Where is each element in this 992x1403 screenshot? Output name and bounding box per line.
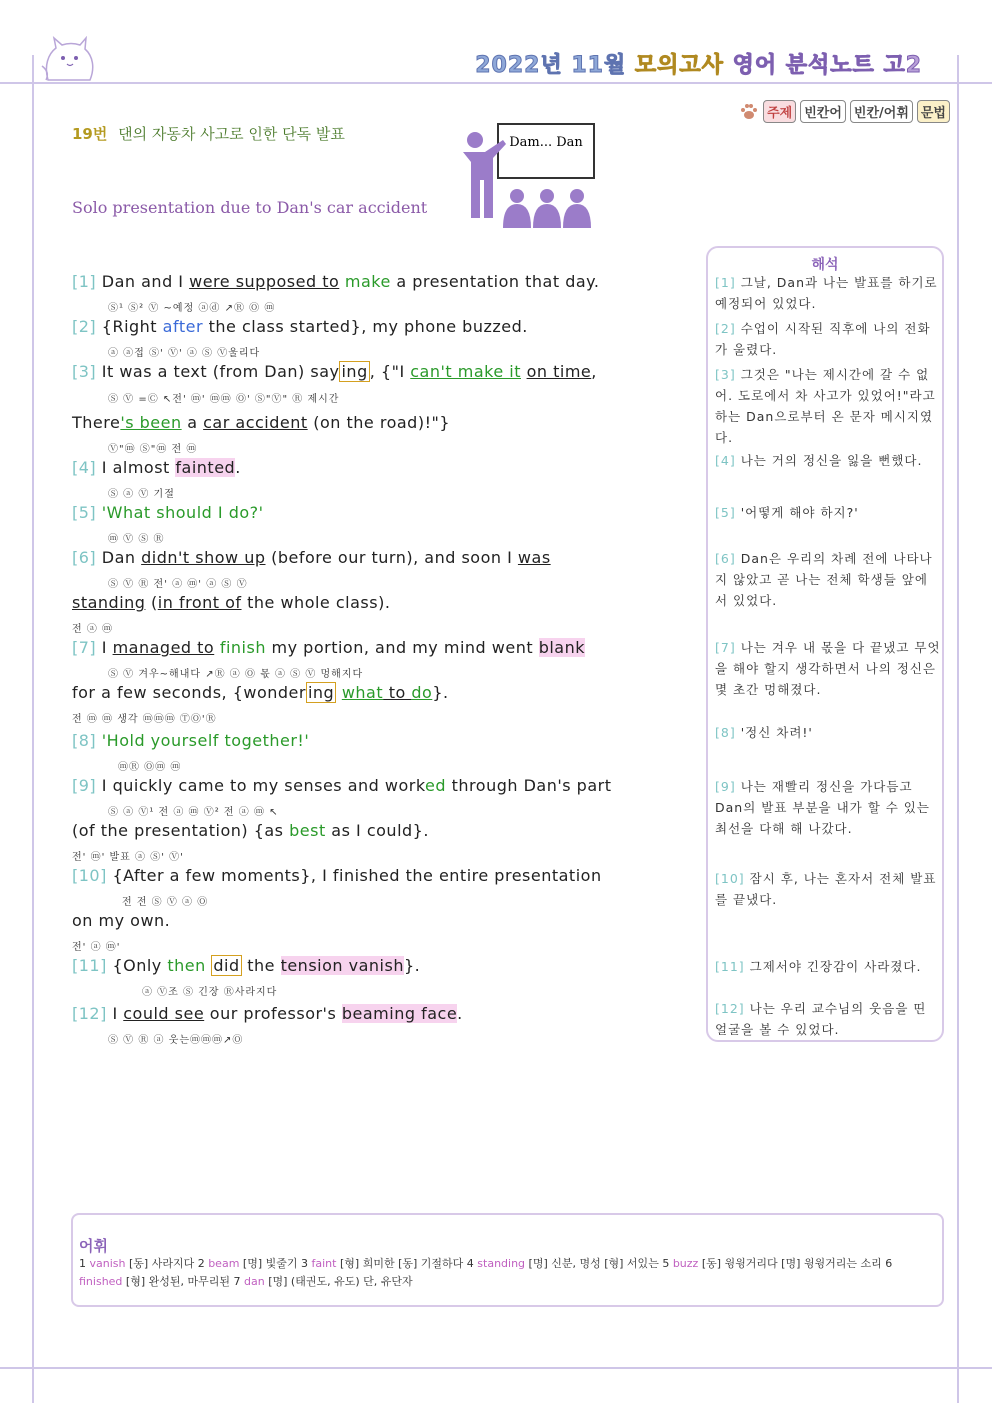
word-green: then: [167, 956, 206, 975]
item-text: 나는 겨우 내 몫을 다 끝냈고 무엇을 해야 할지 생각하면서 나의 정신은 몇 초간 멍해졌다.: [715, 640, 941, 697]
boxed-auxiliary: did: [213, 956, 240, 975]
word-highlighted: blank: [538, 638, 586, 657]
text: Dan: [101, 548, 142, 567]
annotation: Ⓢ ⓐ Ⓥ¹ 전 ⓐ ⓜ Ⓥ² 전 ⓐ ⓜ ↖: [108, 807, 279, 818]
page-header-title: [475, 48, 922, 79]
text: to: [383, 683, 412, 702]
text: the class started}, my phone buzzed.: [203, 317, 528, 336]
word-green: best: [289, 821, 326, 840]
annotation: Ⓥ"ⓜ Ⓢ"ⓜ 전 ⓜ: [108, 444, 198, 455]
text: }.: [432, 683, 449, 702]
annotation: 전 전 Ⓢ Ⓥ ⓐ Ⓞ: [122, 897, 209, 908]
sentence-9: [72, 776, 611, 795]
boxed-suffix: ing: [307, 683, 335, 702]
sentence-6-cont: [72, 593, 390, 612]
phrase-underlined: standing: [72, 593, 146, 612]
entry-definition: [형] 완성된, 마무리된: [125, 1275, 231, 1288]
text: I almost: [101, 458, 176, 477]
sentence-6: [72, 548, 551, 567]
phrase-underlined: can't make it: [410, 362, 521, 381]
text: .: [235, 458, 241, 477]
sentence-number: [7]: [72, 638, 97, 657]
translation-item-3: [715, 364, 941, 448]
text: our professor's: [204, 1004, 342, 1023]
text: ': [101, 731, 107, 750]
sentence-number: [1]: [72, 272, 97, 291]
sentence-12: [72, 1004, 463, 1023]
annotation: Ⓢ Ⓥ 겨우~해내다 ↗Ⓡ ⓐ Ⓞ 몫 ⓐ Ⓢ Ⓥ 멍해지다: [108, 669, 364, 680]
annotation: Ⓢ Ⓥ Ⓡ 전' ⓐ ⓜ' ⓐ Ⓢ Ⓥ: [108, 579, 248, 590]
item-number: [12]: [715, 1001, 745, 1016]
text: a: [181, 413, 204, 432]
frame-top-line: [0, 82, 992, 84]
item-number: [7]: [715, 640, 736, 655]
frame-right-line: [957, 55, 959, 1403]
text: , {"I: [369, 362, 411, 381]
verb-green: Hold yourself: [106, 731, 219, 750]
translation-item-9: [715, 776, 941, 839]
item-number: [4]: [715, 453, 736, 468]
item-number: [10]: [715, 871, 745, 886]
item-text: Dan은 우리의 차례 전에 나타나지 않았고 곧 나는 전체 학생들 앞에 서 있었다.: [715, 551, 933, 608]
translation-item-6: [715, 548, 941, 611]
translation-item-12: [715, 998, 941, 1040]
text: (of the presentation) {as: [72, 821, 290, 840]
item-text: 그것은 "나는 제시간에 갈 수 없어. 도로에서 차 사고가 있었어!"라고 하는 Dan으로부터 온 문자 메시지였다.: [715, 367, 936, 445]
vocab-entry: [198, 1257, 298, 1270]
entry-definition: [동] 사라지다: [128, 1257, 195, 1270]
category-tags: [739, 100, 950, 123]
translation-item-8: [715, 722, 941, 743]
translation-item-5: [715, 502, 941, 523]
frame-left-line: [32, 55, 34, 1403]
text: {Only: [112, 956, 168, 975]
translation-item-4: [715, 450, 941, 471]
annotation: 전 ⓐ ⓜ: [72, 624, 114, 635]
translation-item-2: [715, 318, 941, 360]
text: I quickly came to my senses and work: [101, 776, 426, 795]
text: ?': [249, 503, 264, 522]
item-number: [5]: [715, 505, 736, 520]
sentence-8: [72, 731, 309, 750]
frame-bottom-line: [0, 1367, 992, 1369]
annotation: ⓐ ⓐ접 Ⓢ' Ⓥ' ⓐ Ⓢ Ⓥ울리다: [108, 348, 261, 359]
text: I: [112, 1004, 124, 1023]
text: ,: [591, 362, 597, 381]
verb-green: do: [228, 503, 250, 522]
text: .: [457, 1004, 463, 1023]
item-number: [11]: [715, 959, 745, 974]
verb-green: 's been: [120, 413, 182, 432]
entry-number: 6: [885, 1257, 893, 1270]
translation-item-1: [715, 272, 941, 314]
translation-panel: [706, 246, 944, 1042]
annotation: 전 ⓜ ⓜ 생각 ⓜⓜⓜ ⓉⓄ'Ⓡ: [72, 714, 217, 725]
phrase-underlined: car accident: [203, 413, 308, 432]
presentation-illustration: [455, 118, 605, 230]
item-number: [6]: [715, 551, 736, 566]
question-number: 19번: [72, 125, 108, 143]
entry-definition: [동] 윙윙거리다 [명] 윙윙거리는 소리: [701, 1257, 882, 1270]
tag-grammar[interactable]: 문법: [917, 100, 950, 123]
sentence-1: [72, 272, 599, 291]
boxed-suffix: ing: [341, 362, 368, 381]
phrase-highlighted: tension vanish: [280, 956, 404, 975]
text: the whole class).: [241, 593, 391, 612]
phrase-underlined: on time: [526, 362, 592, 381]
sentence-10-cont: [72, 911, 170, 930]
annotation: Ⓢ Ⓥ =Ⓒ ↖전' ⓜ' ⓜⓜ Ⓞ' Ⓢ"Ⓥ" Ⓡ 제시간: [108, 394, 340, 405]
sentence-10: [72, 866, 602, 885]
sentence-2: [72, 317, 528, 336]
entry-number: 2: [197, 1257, 205, 1270]
verb-green: finish: [219, 638, 266, 657]
text: 'What should I: [101, 503, 229, 522]
phrase-underlined: could see: [123, 1004, 205, 1023]
translation-item-11: [715, 956, 941, 977]
entry-number: 4: [466, 1257, 474, 1270]
tag-topic[interactable]: 주제: [763, 100, 796, 123]
item-text: 나는 우리 교수님의 웃음을 띤 얼굴을 볼 수 있었다.: [715, 1001, 927, 1037]
vocabulary-box: [71, 1213, 944, 1307]
phrase-underlined: didn't show up: [141, 548, 266, 567]
entry-word: vanish: [89, 1257, 126, 1270]
entry-word: faint: [311, 1257, 337, 1270]
text: {Right: [101, 317, 163, 336]
verb-suffix: ed: [425, 776, 447, 795]
sentence-3-cont: [72, 413, 450, 432]
header-subject: 영어 분석노트 고2: [732, 53, 922, 78]
entry-definition: [형] 희미한 [동] 기절하다: [339, 1257, 464, 1270]
sentence-number: [9]: [72, 776, 97, 795]
item-text: 나는 거의 정신을 잃을 뻔했다.: [740, 453, 923, 468]
sentence-number: [10]: [72, 866, 107, 885]
phrase-highlighted: beaming face: [341, 1004, 458, 1023]
annotation: ⓐ Ⓥ조 Ⓢ 긴장 Ⓡ사라지다: [142, 987, 278, 998]
annotation: ⓜⓇ Ⓞⓜ ⓜ: [118, 762, 182, 773]
text: {After a few moments}, I finished the entire presentation: [112, 866, 602, 885]
text: as I could}.: [325, 821, 429, 840]
sentence-3: [72, 362, 597, 381]
text: for a few seconds, {wonder: [72, 683, 306, 702]
wh-word: what: [341, 683, 384, 702]
entry-number: 5: [662, 1257, 670, 1270]
entry-number: 7: [233, 1275, 241, 1288]
tag-blank[interactable]: 빈칸어: [800, 100, 846, 123]
verb-green: do: [411, 683, 433, 702]
entry-word: buzz: [672, 1257, 699, 1270]
paw-icon: [739, 103, 759, 121]
item-text: 수업이 시작된 직후에 나의 전화가 울렸다.: [715, 321, 931, 357]
text: a presentation that day.: [390, 272, 600, 291]
conjunction-blue: after: [162, 317, 204, 336]
phrase-underlined: managed to: [112, 638, 215, 657]
phrase-underlined: was: [517, 548, 551, 567]
phrase-underlined: in front of: [157, 593, 242, 612]
text: I: [101, 638, 113, 657]
header-exam: 모의고사: [634, 53, 724, 78]
vocab-entry: [234, 1275, 413, 1288]
vocabulary-title: 어휘: [79, 1237, 108, 1255]
header-year-month: 2022년 11월: [475, 53, 627, 78]
item-text: '정신 차려!': [740, 725, 813, 740]
annotation: Ⓢ ⓐ Ⓥ 기절: [108, 489, 175, 500]
sentence-number: [2]: [72, 317, 97, 336]
sentence-number: [3]: [72, 362, 97, 381]
annotation: ⓜ Ⓥ Ⓢ Ⓡ: [108, 534, 165, 545]
translation-item-7: [715, 637, 941, 700]
sentence-number: [12]: [72, 1004, 107, 1023]
text: There: [72, 413, 121, 432]
entry-word: finished: [79, 1275, 123, 1288]
sentence-5: [72, 503, 264, 522]
item-number: [9]: [715, 779, 736, 794]
text: my portion, and my mind went: [265, 638, 539, 657]
entry-number: 1: [79, 1257, 86, 1270]
sentence-number: [8]: [72, 731, 97, 750]
sentence-number: [6]: [72, 548, 97, 567]
tag-blank-vocab[interactable]: 빈칸/어휘: [850, 100, 913, 123]
text: Dan and I: [101, 272, 190, 291]
sentence-7: [72, 638, 585, 657]
cat-logo-icon: [40, 36, 98, 82]
text: (before our turn), and soon I: [265, 548, 518, 567]
annotation: Ⓢ¹ Ⓢ² Ⓥ ~예정 ⓐⓓ ↗Ⓡ Ⓞ ⓜ: [108, 303, 276, 314]
sentence-4: [72, 458, 241, 477]
question-english-title: Solo presentation due to Dan's car accident: [72, 198, 428, 217]
sentence-number: [5]: [72, 503, 97, 522]
annotation: 전' ⓐ ⓜ': [72, 942, 121, 953]
entry-number: 3: [301, 1257, 309, 1270]
question-korean-title: 댄의 자동차 사고로 인한 단독 발표: [118, 125, 345, 143]
text: the: [241, 956, 281, 975]
item-number: [3]: [715, 367, 736, 382]
verb-green: make: [344, 272, 391, 291]
item-number: [8]: [715, 725, 736, 740]
question-title: [72, 123, 345, 144]
text: (: [145, 593, 158, 612]
board-label: Dam... Dan: [509, 135, 583, 150]
vocab-entry: [467, 1257, 659, 1270]
item-number: [1]: [715, 275, 736, 290]
vocab-entry: [662, 1257, 881, 1270]
vocabulary-list: [79, 1255, 939, 1291]
phrase-underlined: were supposed to: [189, 272, 340, 291]
item-text: '어떻게 해야 하지?': [740, 505, 859, 520]
sentence-11: [72, 956, 420, 975]
text: It was a text (from Dan) say: [101, 362, 340, 381]
entry-word: standing: [477, 1257, 526, 1270]
annotation: 전' ⓜ' 발표 ⓐ Ⓢ' Ⓥ': [72, 852, 184, 863]
item-text: 그날, Dan과 나는 발표를 하기로 예정되어 있었다.: [715, 275, 938, 311]
item-text: 잠시 후, 나는 혼자서 전체 발표를 끝냈다.: [715, 871, 937, 907]
sentence-number: [11]: [72, 956, 107, 975]
entry-definition: [명] (태권도, 유도) 단, 유단자: [268, 1275, 413, 1288]
translation-title: 해석: [811, 257, 839, 273]
text: together!': [218, 731, 310, 750]
entry-word: beam: [208, 1257, 240, 1270]
text: (on the road)!"}: [307, 413, 451, 432]
sentence-9-cont: [72, 821, 429, 840]
annotation: Ⓢ Ⓥ Ⓡ ⓐ 웃는ⓜⓜⓜ↗Ⓞ: [108, 1035, 244, 1046]
word-highlighted: fainted: [175, 458, 236, 477]
text: on my own.: [72, 911, 171, 930]
item-text: 나는 재빨리 정신을 가다듬고 Dan의 발표 부분을 내가 할 수 있는 최선을 다해 해 나갔다.: [715, 779, 930, 836]
vocab-entry: [79, 1257, 194, 1270]
entry-definition: [명] 신분, 명성 [형] 서있는: [528, 1257, 659, 1270]
vocab-entry: [301, 1257, 463, 1270]
entry-word: dan: [244, 1275, 265, 1288]
item-text: 그제서야 긴장감이 사라졌다.: [749, 959, 922, 974]
text: }.: [403, 956, 421, 975]
translation-item-10: [715, 868, 941, 910]
item-number: [2]: [715, 321, 736, 336]
text: through Dan's part: [446, 776, 612, 795]
entry-definition: [명] 빛줄기: [242, 1257, 298, 1270]
sentence-number: [4]: [72, 458, 97, 477]
sentence-7-cont: [72, 683, 449, 702]
